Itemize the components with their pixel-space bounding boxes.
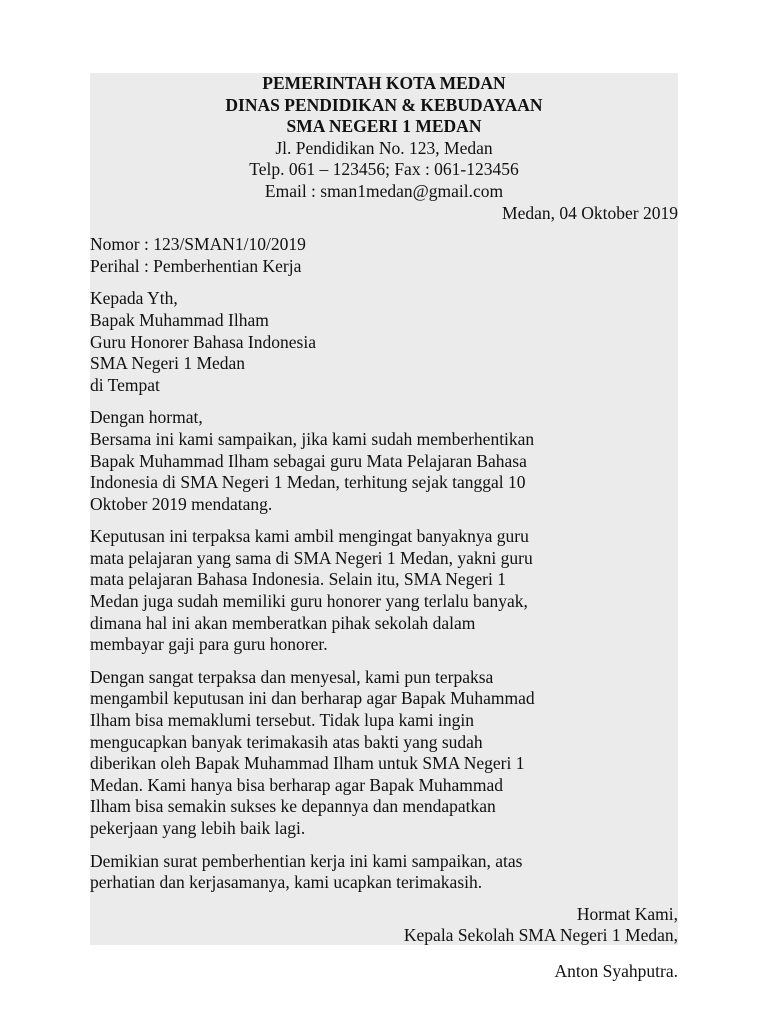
- closing-title: Kepala Sekolah SMA Negeri 1 Medan,: [403, 925, 678, 946]
- paragraph-line: perhatian dan kerjasamanya, kami ucapkan terimakasih.: [90, 872, 483, 893]
- body-paragraph-2: [90, 526, 678, 656]
- letterhead-email: Email : sman1medan@gmail.com: [264, 180, 504, 201]
- paragraph-line: diberikan oleh Bapak Muhammad Ilham untuk SMA Negeri 1: [90, 753, 525, 774]
- recipient-name: Bapak Muhammad Ilham: [90, 309, 269, 330]
- letterhead-department: DINAS PENDIDIKAN & KEBUDAYAAN: [225, 94, 543, 115]
- recipient-place: di Tempat: [90, 374, 160, 395]
- letterhead-government: PEMERINTAH KOTA MEDAN: [262, 73, 506, 93]
- recipient-salutation: Kepada Yth,: [90, 288, 178, 309]
- signer-name: Anton Syahputra.: [554, 960, 678, 981]
- paragraph-line: Bersama ini kami sampaikan, jika kami sudah memberhentikan: [90, 428, 535, 449]
- paragraph-line: Ilham bisa memaklumi tersebut. Tidak lupa kami ingin: [90, 710, 474, 731]
- recipient-position: Guru Honorer Bahasa Indonesia: [90, 331, 316, 352]
- paragraph-line: Bapak Muhammad Ilham sebagai guru Mata Pelajaran Bahasa: [90, 450, 527, 471]
- paragraph-line: dimana hal ini akan memberatkan pihak sekolah dalam: [90, 612, 476, 633]
- closing-regards: Hormat Kami,: [576, 903, 678, 924]
- letterhead-address: Jl. Pendidikan No. 123, Medan: [275, 137, 493, 158]
- letter-subject: Perihal : Pemberhentian Kerja: [90, 255, 302, 276]
- paragraph-line: Medan. Kami hanya bisa berharap agar Bapak Muhammad: [90, 774, 504, 795]
- body-greeting: Dengan hormat,: [90, 407, 203, 428]
- paragraph-line: Medan juga sudah memiliki guru honorer yang terlalu banyak,: [90, 591, 528, 612]
- letter-document: [90, 73, 678, 983]
- paragraph-line: Keputusan ini terpaksa kami ambil mengingat banyaknya guru: [90, 526, 529, 547]
- letter-page: [90, 73, 678, 981]
- paragraph-line: pekerjaan yang lebih baik lagi.: [90, 818, 306, 838]
- paragraph-line: Dengan sangat terpaksa dan menyesal, kami pun terpaksa: [90, 666, 494, 687]
- body-paragraph-3: [90, 667, 678, 840]
- paragraph-line: mata pelajaran yang sama di SMA Negeri 1 Medan, yakni guru: [90, 547, 533, 568]
- paragraph-line: membayar gaji para guru honorer.: [90, 634, 328, 655]
- letter-date: Medan, 04 Oktober 2019: [502, 202, 678, 223]
- letterhead-school: SMA NEGERI 1 MEDAN: [286, 116, 482, 137]
- paragraph-line: Ilham bisa semakin sukses ke depannya dan mendapatkan: [90, 796, 496, 817]
- paragraph-line: mata pelajaran Bahasa Indonesia. Selain itu, SMA Negeri 1: [90, 569, 506, 590]
- paragraph-line: Demikian surat pemberhentian kerja ini kami sampaikan, atas: [90, 850, 523, 871]
- paragraph-line: Indonesia di SMA Negeri 1 Medan, terhitung sejak tanggal 10: [90, 472, 526, 493]
- letterhead-phone: Telp. 061 – 123456; Fax : 061-123456: [249, 159, 519, 180]
- body-paragraph-1: [90, 429, 678, 515]
- paragraph-line: Oktober 2019 mendatang.: [90, 493, 273, 514]
- letter-number: Nomor : 123/SMAN1/10/2019: [90, 234, 306, 255]
- paragraph-line: mengucapkan banyak terimakasih atas bakti yang sudah: [90, 731, 483, 752]
- recipient-school: SMA Negeri 1 Medan: [90, 353, 246, 374]
- paragraph-line: mengambil keputusan ini dan berharap agar Bapak Muhammad: [90, 688, 535, 709]
- body-paragraph-4: [90, 851, 678, 894]
